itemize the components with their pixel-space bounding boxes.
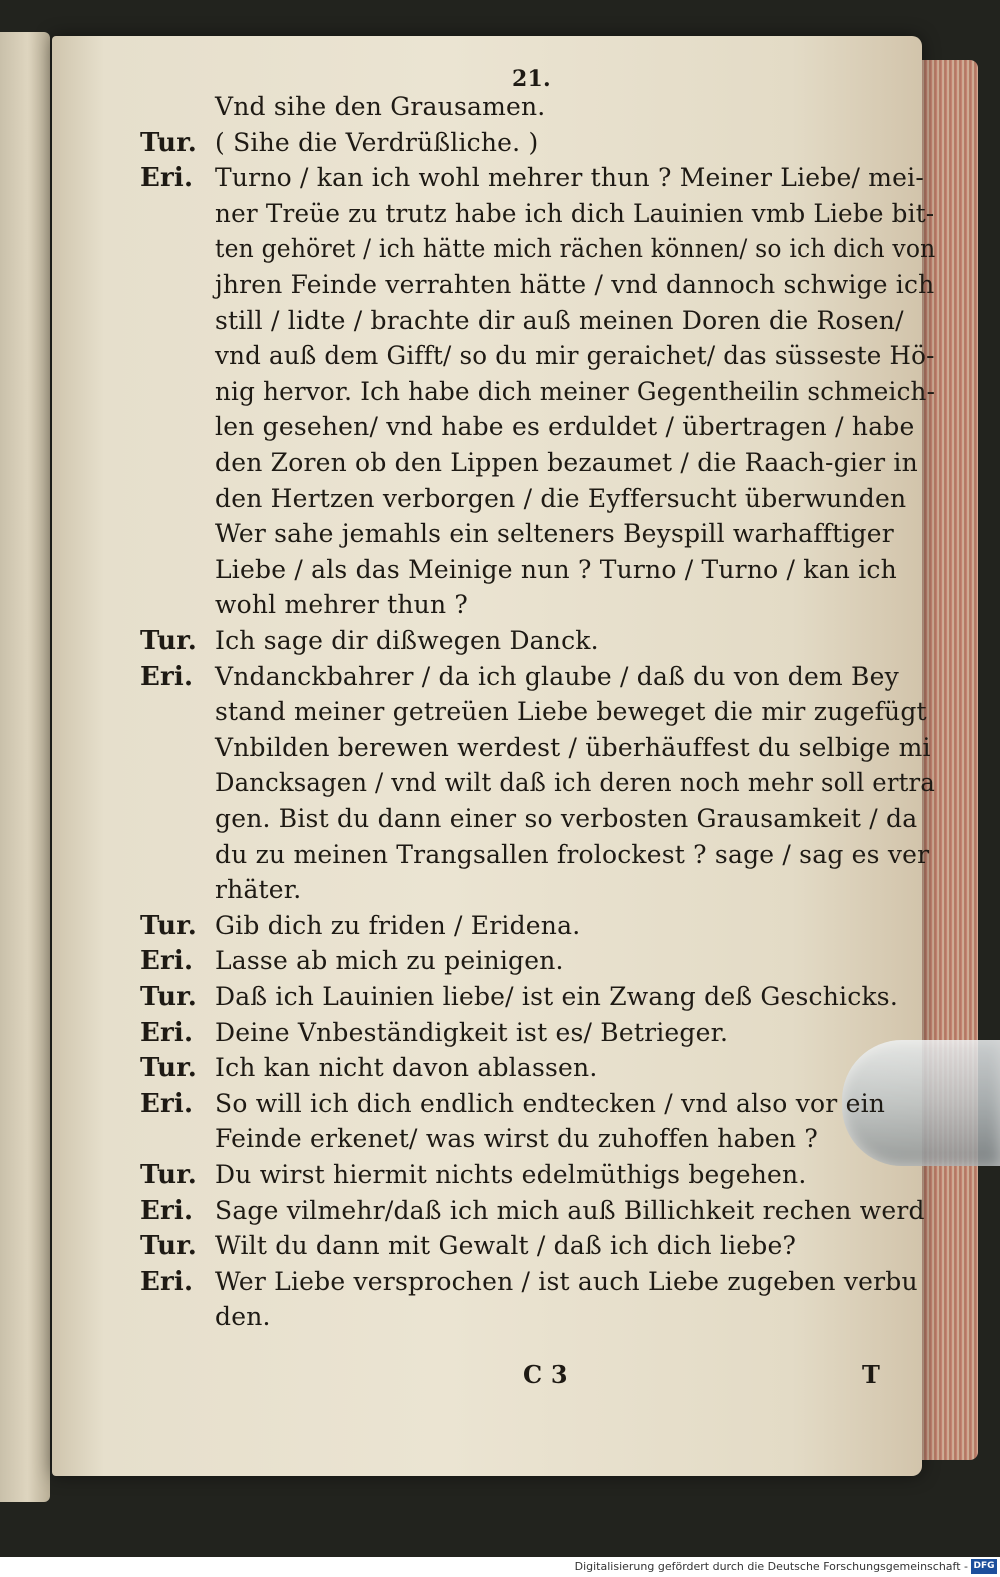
text-line: den.	[215, 1302, 271, 1331]
text-line: Sage vilmehr/daß ich mich auß Billichkeit rechen werd	[215, 1196, 925, 1225]
digitization-footer	[0, 1557, 1000, 1577]
text-line: Vnbilden berewen werdest / überhäuffest du selbige mi	[215, 733, 931, 762]
text-line: Turno / kan ich wohl mehrer thun ? Meiner Liebe/ mei-	[215, 163, 925, 192]
catchword: T	[862, 1360, 881, 1389]
speaker-label: Eri.	[140, 1018, 194, 1048]
speaker-label: Tur.	[140, 626, 198, 656]
text-line: Gib dich zu friden / Eridena.	[215, 911, 581, 940]
text-line: Du wirst hiermit nichts edelmüthigs begehen.	[215, 1160, 807, 1189]
text-line: Lasse ab mich zu peinigen.	[215, 946, 564, 975]
speaker-label: Tur.	[140, 1053, 198, 1083]
text-line: Ich kan nicht davon ablassen.	[215, 1053, 598, 1082]
text-line: du zu meinen Trangsallen frolockest ? sage / sag es ver	[215, 840, 930, 869]
speaker-label: Eri.	[140, 1196, 194, 1226]
speaker-label: Eri.	[140, 163, 194, 193]
speaker-label: Tur.	[140, 128, 198, 158]
text-line: Ich sage dir dißwegen Danck.	[215, 626, 599, 655]
dfg-logo: DFG	[971, 1559, 997, 1574]
text-line: wohl mehrer thun ?	[215, 590, 469, 619]
text-line: Liebe / als das Meinige nun ? Turno / Turno / kan ich	[215, 555, 897, 584]
text-line: vnd auß dem Gifft/ so du mir geraichet/ das süsseste Hö-	[215, 341, 935, 370]
text-line: den Hertzen verborgen / die Eyffersucht überwunden	[215, 484, 907, 513]
text-line: Wer sahe jemahls ein selteners Beyspill warhafftiger	[215, 519, 894, 548]
text-line: rhäter.	[215, 875, 302, 904]
text-line: den Zoren ob den Lippen bezaumet / die Raach-gier in	[215, 448, 918, 477]
text-line: gen. Bist du dann einer so verbosten Grausamkeit / da	[215, 804, 918, 833]
text-line: Vndanckbahrer / da ich glaube / daß du von dem Bey	[215, 662, 899, 691]
text-line: stand meiner getreüen Liebe beweget die mir zugefügt	[215, 697, 927, 726]
text-line: Deine Vnbeständigkeit ist es/ Betrieger.	[215, 1018, 729, 1047]
speaker-label: Tur.	[140, 1231, 198, 1261]
speaker-label: Eri.	[140, 662, 194, 692]
footer-text: Digitalisierung gefördert durch die Deutsche Forschungsgemeinschaft -	[574, 1560, 968, 1573]
text-line: still / lidte / brachte dir auß meinen Doren die Rosen/	[215, 306, 904, 335]
text-line: ner Treüe zu trutz habe ich dich Lauinien vmb Liebe bit-	[215, 199, 935, 228]
signature-mark: C 3	[523, 1360, 568, 1389]
text-line: Feinde erkenet/ was wirst du zuhoffen haben ?	[215, 1124, 818, 1153]
page-number: 21.	[512, 66, 551, 92]
speaker-label: Tur.	[140, 911, 198, 941]
speaker-label: Eri.	[140, 946, 194, 976]
text-line: len gesehen/ vnd habe es erduldet / übertragen / habe	[215, 412, 915, 441]
speaker-label: Eri.	[140, 1089, 194, 1119]
text-line: Daß ich Lauinien liebe/ ist ein Zwang deß Geschicks.	[215, 982, 898, 1011]
text-line: Wilt du dann mit Gewalt / daß ich dich liebe?	[215, 1231, 797, 1260]
text-line: jhren Feinde verrahten hätte / vnd dannoch schwige ich	[215, 270, 935, 299]
text-line: ( Sihe die Verdrüßliche. )	[215, 128, 539, 157]
text-line: Vnd sihe den Grausamen.	[215, 92, 546, 121]
speaker-label: Tur.	[140, 982, 198, 1012]
text-line: ten gehöret / ich hätte mich rächen können/ so ich dich von	[215, 234, 936, 263]
text-line: Wer Liebe versprochen / ist auch Liebe zugeben verbu	[215, 1267, 918, 1296]
speaker-label: Eri.	[140, 1267, 194, 1297]
text-line: So will ich dich endlich endtecken / vnd also vor ein	[215, 1089, 886, 1118]
text-line: nig hervor. Ich habe dich meiner Gegentheilin schmeich-	[215, 377, 936, 406]
speaker-label: Tur.	[140, 1160, 198, 1190]
text-line: Dancksagen / vnd wilt daß ich deren noch mehr soll ertra	[215, 768, 936, 797]
